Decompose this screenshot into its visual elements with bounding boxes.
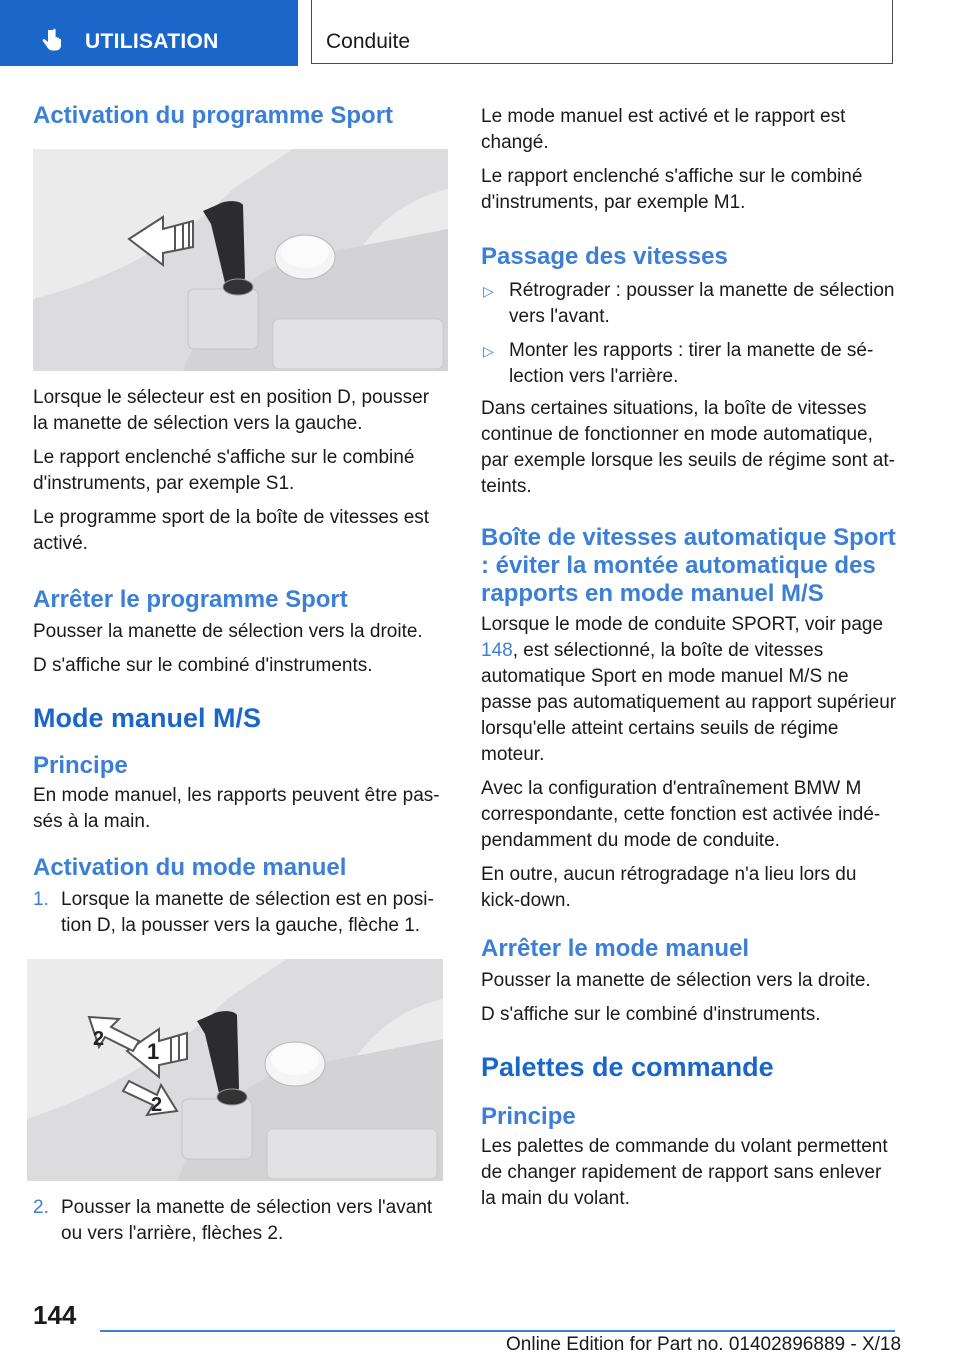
para-stop-2: D s'affiche sur le combiné d'instruments.: [33, 655, 373, 676]
section-label: UTILISATION: [85, 30, 219, 53]
para-mstop-1: Pousser la manette de sélection vers la droite.: [481, 970, 871, 991]
page-number: 144: [33, 1300, 77, 1330]
para-auto-1-end: , est sélectionné, la boîte de vitesses automatique Sport en mode manuel M/S ne passe pas automatiquement au rapport supérieur lorsqu'elle atteint certains seuils de régime moteur.: [481, 640, 897, 765]
para-auto-2: Avec la configuration d'entraînement BMW M correspondante, cette fonction est activée indépendamment du mode de conduite.: [481, 778, 881, 851]
chapter-label: Conduite: [326, 30, 411, 53]
bullet-1: [481, 278, 897, 330]
gear-selector-illustration: [33, 149, 448, 371]
arrow-2-bottom-label: 2: [151, 1094, 163, 1116]
triangle-bullet-icon: ▷: [483, 283, 494, 299]
para-cont-1: Le mode manuel est activé et le rapport est changé.: [481, 106, 846, 153]
step-1-number: 1.: [33, 889, 49, 910]
page-link-148[interactable]: 148: [481, 640, 513, 661]
hand-pointer-icon: [40, 28, 64, 54]
heading-manual-mode: Mode manuel M/S: [33, 703, 262, 733]
para-principle: En mode manuel, les rapports peuvent être passés à la main.: [33, 785, 440, 832]
heading-shifting: Passage des vitesses: [481, 243, 728, 270]
step-1: [33, 887, 448, 939]
heading-sport-activation: Activation du programme Sport: [33, 102, 394, 129]
para-sport-3: Le programme sport de la boîte de vitesses est activé.: [33, 507, 430, 554]
arrow-1-label: 1: [147, 1039, 160, 1064]
para-cont-2: Le rapport enclenché s'affiche sur le combiné d'instruments, par exemple M1.: [481, 166, 863, 213]
page-header: [0, 0, 960, 66]
left-column: [33, 96, 448, 1247]
para-auto-3: En outre, aucun rétrogradage n'a lieu lors du kick-down.: [481, 864, 857, 911]
bullet-1-text: Rétrograder : pousser la manette de sélection vers l'avant.: [509, 280, 895, 327]
para-mstop-2: D s'affiche sur le combiné d'instruments.: [481, 1004, 821, 1025]
heading-paddles-principle: Principe: [481, 1103, 576, 1130]
heading-paddles: Palettes de commande: [481, 1052, 774, 1082]
gear-selector-arrows-illustration: [27, 959, 443, 1181]
triangle-bullet-icon: ▷: [483, 343, 494, 359]
right-column: [481, 96, 897, 1212]
para-sport-2: Le rapport enclenché s'affiche sur le combiné d'instruments, par exemple S1.: [33, 447, 415, 494]
chapter-box: [311, 0, 893, 64]
para-auto-1: [481, 612, 897, 768]
step-2: [33, 1195, 448, 1247]
heading-principle: Principe: [33, 752, 128, 779]
step-2-text: Pousser la manette de sélection vers l'avant ou vers l'arrière, flèches 2.: [61, 1197, 433, 1244]
para-shift-note: Dans certaines situations, la boîte de vitesses continue de fonctionner en mode automatique, par exemple lorsque les seuils de régime sont atteints.: [481, 398, 895, 497]
step-1-text: Lorsque la manette de sélection est en position D, la pousser vers la gauche, flèche 1.: [61, 889, 434, 936]
edition-text: Online Edition for Part no. 01402896889 - X/18: [506, 1334, 902, 1355]
arrow-2-top-label: 2: [93, 1028, 105, 1050]
bullet-2-text: Monter les rapports : tirer la manette de sélection vers l'arrière.: [509, 340, 874, 387]
para-sport-1: Lorsque le sélecteur est en position D, pousser la manette de sélection vers la gauche.: [33, 387, 430, 434]
bullet-2: [481, 338, 897, 390]
heading-sport-stop: Arrêter le programme Sport: [33, 586, 348, 613]
para-auto-1-start: Lorsque le mode de conduite SPORT, voir page: [481, 614, 884, 635]
step-2-number: 2.: [33, 1197, 49, 1218]
footer-divider: [100, 1330, 895, 1332]
heading-manual-activation: Activation du mode manuel: [33, 854, 347, 881]
heading-auto-sport: Boîte de vitesses automatique Sport : éviter la montée automatique des rapports en mode manuel M/S: [481, 524, 896, 607]
section-tab[interactable]: [0, 0, 298, 66]
heading-manual-stop: Arrêter le mode manuel: [481, 935, 750, 962]
para-paddles: Les palettes de commande du volant permettent de changer rapidement de rapport sans enlever la main du volant.: [481, 1136, 888, 1209]
para-stop-1: Pousser la manette de sélection vers la droite.: [33, 621, 423, 642]
